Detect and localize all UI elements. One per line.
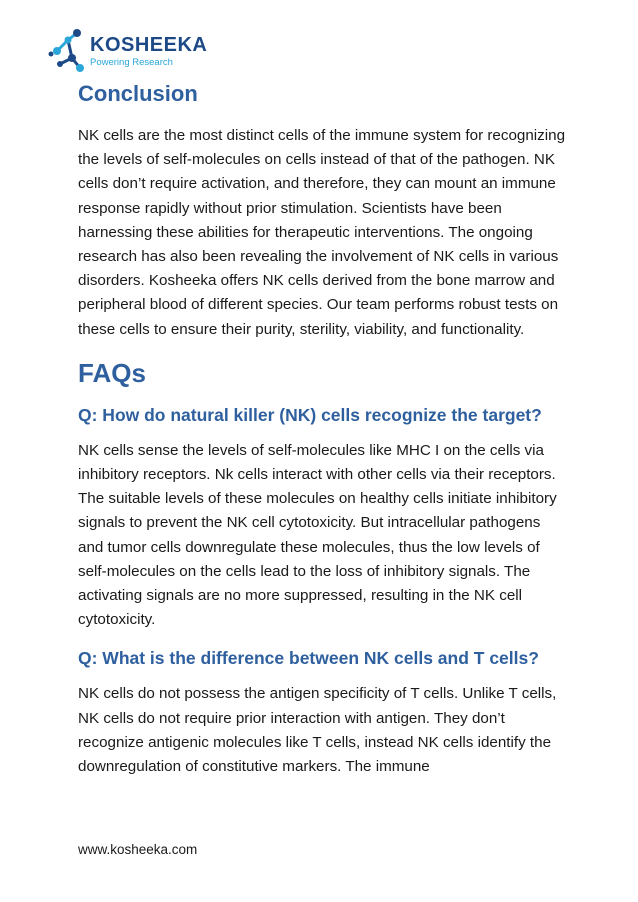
document-body (78, 76, 568, 779)
conclusion-heading: Conclusion (78, 81, 198, 106)
footer-url[interactable]: www.kosheeka.com (78, 842, 198, 857)
faqs-heading: FAQs (78, 357, 146, 388)
molecule-logo-icon (48, 28, 88, 74)
brand-name: KOSHEEKA (90, 33, 208, 56)
faq-question-1: Q: How do natural killer (NK) cells recognize the target? (78, 404, 542, 425)
faq-question-2: Q: What is the difference between NK cells and T cells? (78, 648, 539, 669)
brand-tagline: Powering Research (90, 56, 173, 68)
conclusion-paragraph: NK cells are the most distinct cells of the immune system for recognizing the levels of self-molecules on cells instead of that of the pathogen. NK cells don’t require activation, and therefore, they can mount an immune response rapidly without prior stimulation. Scientists have been harnessing these abilities for therapeutic interventions. The ongoing research has also been revealing the involvement of NK cells in various disorders. Kosheeka offers NK cells derived from the bone marrow and peripheral blood of different species. Our team performs robust tests on these cells to ensure their purity, sterility, viability, and functionality. (78, 127, 566, 338)
brand-logo (48, 28, 207, 74)
faq-answer-1: NK cells sense the levels of self-molecules like MHC I on the cells via inhibitory receptors. Nk cells interact with other cells via their receptors. The suitable levels of these molecules on healthy cells initiate inhibitory signals to prevent the NK cell cytotoxicity. But intracellular pathogens and tumor cells downregulate these molecules, thus the low levels of self-molecules on the cells lead to the loss of inhibitory signals. The activating signals are no more suppressed, resulting in the NK cell cytotoxicity. (78, 441, 557, 629)
faq-answer-2: NK cells do not possess the antigen specificity of T cells. Unlike T cells, NK cells do not require prior interaction with antigen. They don’t recognize antigenic molecules like T cells, instead NK cells identify the downregulation of constitutive markers. The immune (78, 685, 557, 776)
